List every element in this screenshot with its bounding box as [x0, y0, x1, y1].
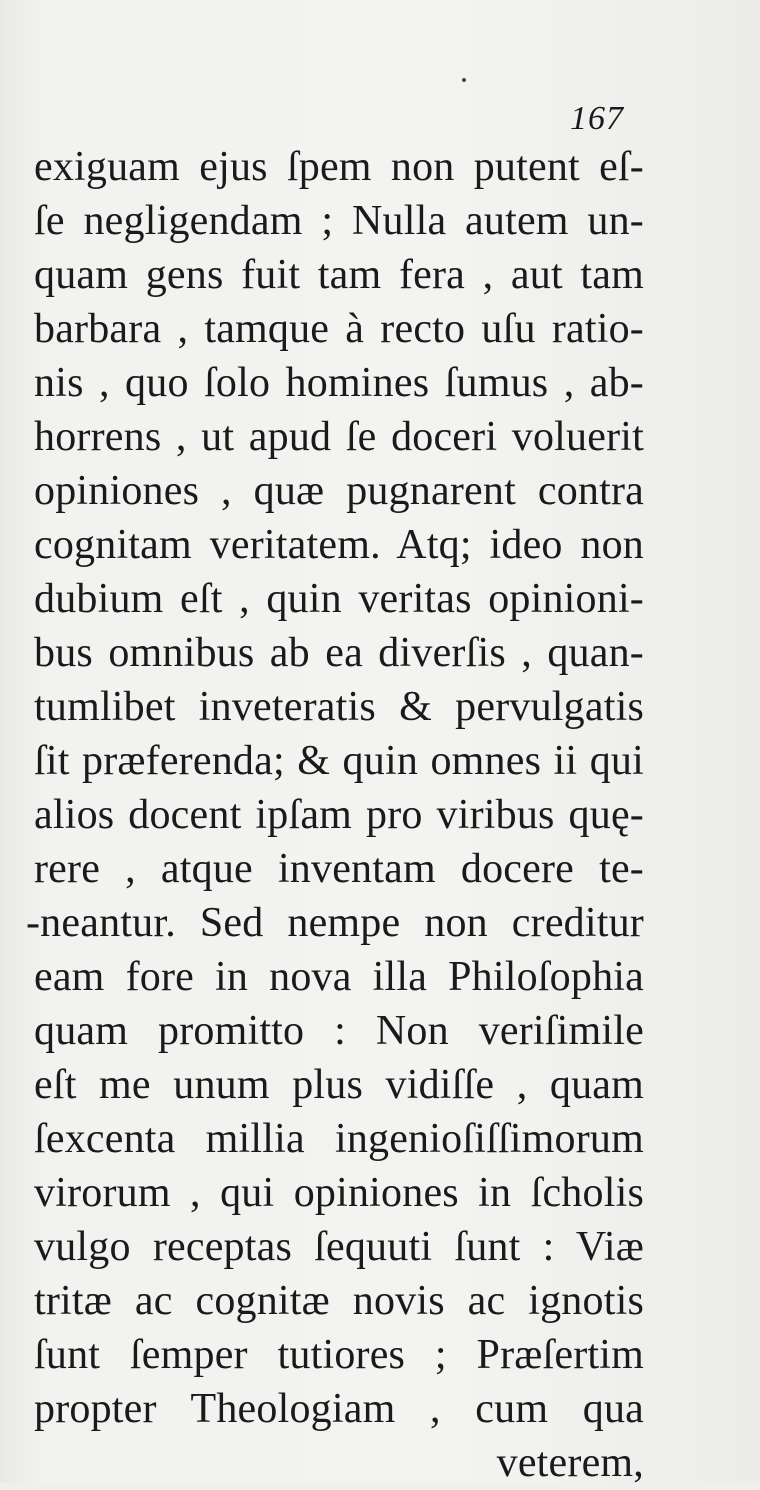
text-line: dubium eſt , quin veritas opinioni- [34, 576, 644, 622]
ink-speck [462, 78, 466, 82]
text-line: tumlibet inveteratis & pervulgatis [34, 684, 644, 730]
text-line: propter Theologiam , cum qua [34, 1386, 644, 1432]
body-text [26, 140, 644, 1490]
text-line: -neantur. Sed nempe non creditur [26, 900, 644, 946]
text-line: rere , atque inventam docere te- [34, 846, 644, 892]
text-line: nis , quo ſolo homines ſumus , ab- [34, 360, 644, 406]
text-line: cognitam veritatem. Atq; ideo non [34, 522, 644, 568]
catchword: veterem, [496, 1440, 644, 1486]
text-line: exiguam ejus ſpem non putent eſ- [34, 144, 644, 190]
text-line: ſe negligendam ; Nulla autem un- [34, 198, 644, 244]
text-line: ſexcenta millia ingenioſiſſimorum [34, 1116, 644, 1162]
text-line: ſit præferenda; & quin omnes ii qui [34, 738, 644, 784]
text-line: opiniones , quæ pugnarent contra [34, 468, 644, 514]
text-line: alios docent ipſam pro viribus quę- [34, 792, 644, 838]
text-line: barbara , tamque à recto uſu ratio- [34, 306, 644, 352]
text-line: quam promitto : Non veriſimile [34, 1008, 644, 1054]
text-line: horrens , ut apud ſe doceri voluerit [34, 414, 644, 460]
text-line: eſt me unum plus vidiſſe , quam [34, 1062, 644, 1108]
text-line: bus omnibus ab ea diverſis , quan- [34, 630, 644, 676]
text-line: vulgo receptas ſequuti ſunt : Viæ [34, 1224, 644, 1270]
text-line: ſunt ſemper tutiores ; Præſertim [34, 1332, 644, 1378]
page-number: 167 [570, 100, 624, 137]
text-line: tritæ ac cognitæ novis ac ignotis [34, 1278, 644, 1324]
text-line: virorum , qui opiniones in ſcholis [34, 1170, 644, 1216]
text-line: quam gens fuit tam fera , aut tam [34, 252, 644, 298]
text-line: eam fore in nova illa Philoſophia [34, 954, 644, 1000]
